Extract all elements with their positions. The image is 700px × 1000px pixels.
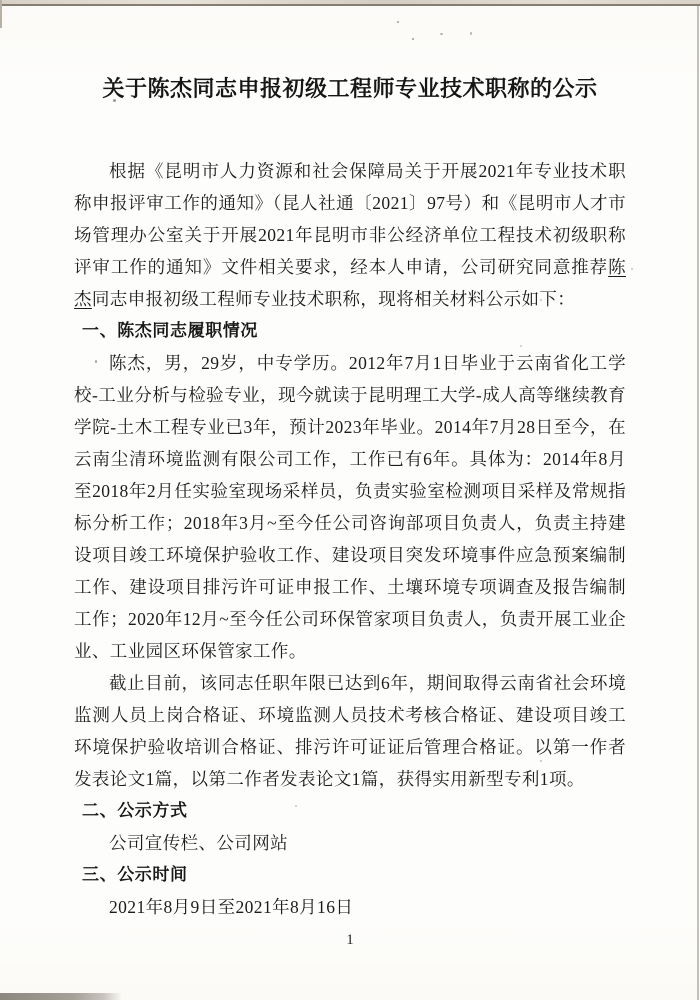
performance-paragraph-1: 陈杰，男，29岁，中专学历。2012年7月1日毕业于云南省化工学校-工业分析与检验专业，现今就读于昆明理工大学-成人高等继续教育学院-土木工程专业已3年，预计2023年毕业。2014年7月28日至今，在云南尘清环境监测有限公司工作，工作已有6年。具体为：2014年8月至2018年2月任实验室现场采样员，负责实验室检测项目采样及常规指标分析工作；2018年3月~至今任公司咨询部项目负责人，负责主持建设项目竣工环境保护验收工作、建设项目突发环境事件应急预案编制工作、建设项目排污许可证申报工作、土壤环境专项调查及报告编制工作；2020年12月~至今任公司环保管家项目负责人，负责开展工业企业、工业园区环保管家工作。	[74, 353, 626, 661]
document-title: 关于陈杰同志申报初级工程师专业技术职称的公示	[102, 76, 598, 101]
scan-speck	[631, 268, 633, 270]
publicity-method-line: 公司宣传栏、公司网站	[109, 833, 288, 853]
scanner-edge-bottom-left	[0, 993, 122, 1000]
performance-paragraph-2: 截止目前，该同志任职年限已达到6年，期间取得云南省社会环境监测人员上岗合格证、环境监测人员技术考核合格证、建设项目竣工环境保护验收培训合格证、排污许可证证后管理合格证。以第一作者发表论文1篇，以第二作者发表论文1篇，获得实用新型专利1项。	[74, 673, 626, 789]
applicant-name-underlined: 陈杰	[74, 257, 626, 309]
document-content	[74, 0, 626, 923]
page-number: 1	[346, 932, 354, 948]
section-heading-performance: 一、陈杰同志履职情况	[82, 321, 258, 340]
publicity-period-line: 2021年8月9日至2021年8月16日	[109, 897, 354, 917]
intro-paragraph	[74, 155, 626, 315]
section-heading-publicity-period: 三、公示时间	[82, 865, 188, 884]
scanner-edge-left	[0, 0, 2, 28]
section-heading-publicity-method: 二、公示方式	[82, 801, 188, 820]
scanner-edge-right	[697, 6, 699, 1000]
intro-text-before-name: 根据《昆明市人力资源和社会保障局关于开展2021年专业技术职称申报评审工作的通知》（昆人社通〔2021〕97号）和《昆明市人才市场管理办公室关于开展2021年昆明市非公经济单位工程技术初级职称评审工作的通知》文件相关要求，经本人申请，公司研究同意推荐	[74, 161, 626, 277]
intro-text-after-name: 同志申报初级工程师专业技术职称，现将相关材料公示如下：	[91, 289, 576, 309]
